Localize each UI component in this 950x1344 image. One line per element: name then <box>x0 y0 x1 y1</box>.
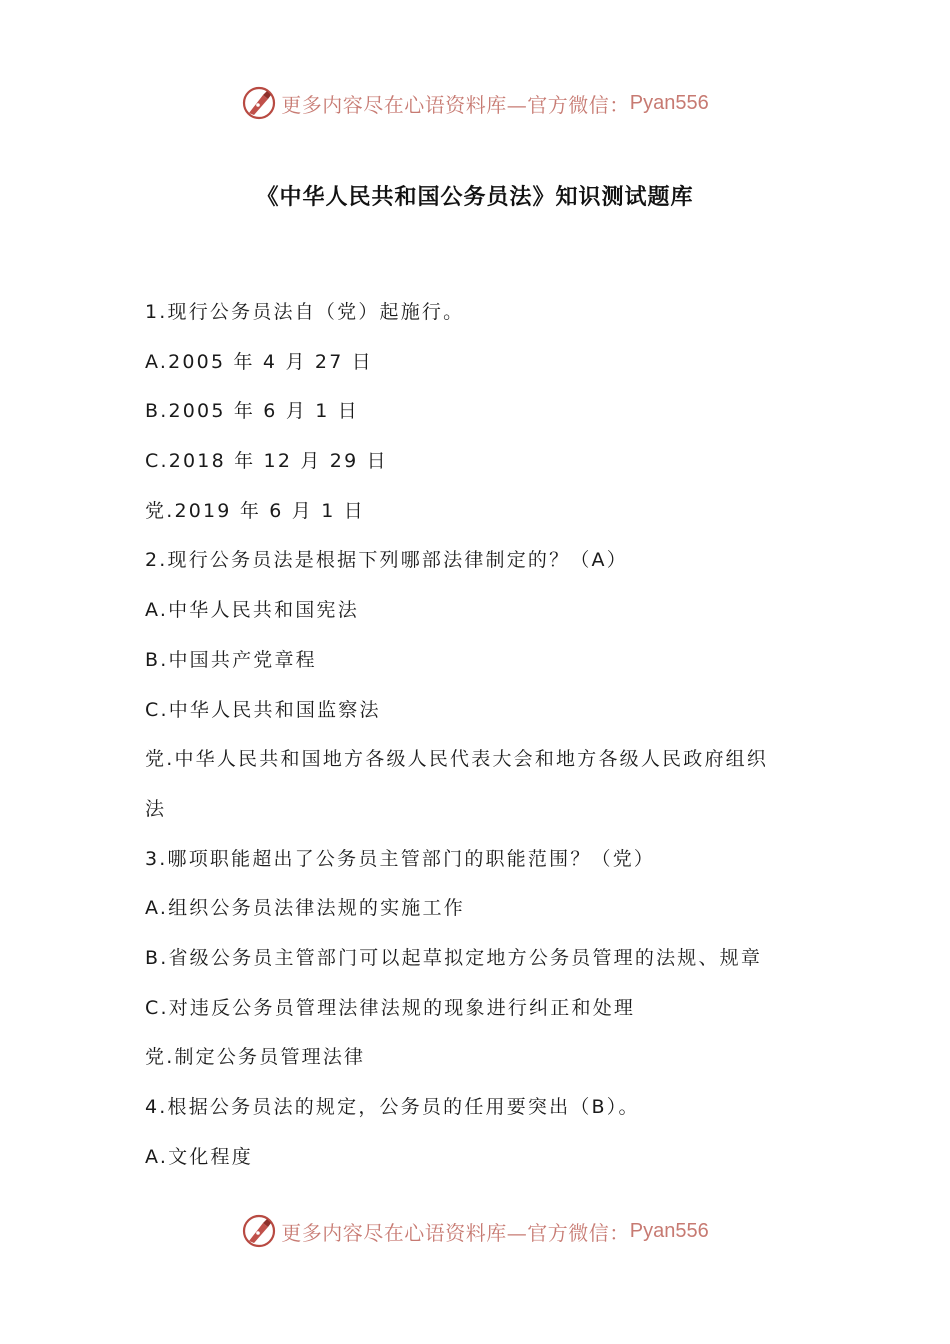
question-1-option-b: B.2005 年 6 月 1 日 <box>145 400 360 423</box>
question-1-option-d: 党.2019 年 6 月 1 日 <box>145 499 365 522</box>
question-2-option-c: C.中华人民共和国监察法 <box>145 698 381 721</box>
question-3-option-b: B.省级公务员主管部门可以起草拟定地方公务员管理的法规、规章 <box>145 946 763 969</box>
question-2-option-d: 党.中华人民共和国地方各级人民代表大会和地方各级人民政府组织 <box>145 748 769 771</box>
question-2-option-d-continued: 法 <box>145 797 167 820</box>
pen-nib-circle-icon <box>241 85 277 121</box>
watermark-text: 更多内容尽在心语资料库—官方微信： <box>281 92 630 117</box>
header-watermark <box>0 83 950 123</box>
question-3-option-c: C.对违反公务员管理法律法规的现象进行纠正和处理 <box>145 996 636 1019</box>
question-4-option-a: A.文化程度 <box>145 1145 253 1168</box>
question-4: 4.根据公务员法的规定，公务员的任用要突出（B）。 <box>145 1096 640 1118</box>
document-title: 《中华人民共和国公务员法》知识测试题库 <box>256 185 694 210</box>
question-2: 2.现行公务员法是根据下列哪部法律制定的？（A） <box>145 549 628 572</box>
question-1: 1.现行公务员法自（党）起施行。 <box>145 301 465 323</box>
watermark-wechat-id: Pyan556 <box>629 91 709 114</box>
footer-watermark <box>0 1211 950 1251</box>
question-1-option-c: C.2018 年 12 月 29 日 <box>145 450 388 473</box>
question-3-option-a: A.组织公务员法律法规的实施工作 <box>145 897 465 920</box>
pen-nib-circle-icon <box>241 1213 277 1249</box>
question-3: 3.哪项职能超出了公务员主管部门的职能范围？（党） <box>145 847 656 870</box>
watermark-text: 更多内容尽在心语资料库—官方微信： <box>281 1220 630 1245</box>
question-2-option-a: A.中华人民共和国宪法 <box>145 599 359 622</box>
question-2-option-b: B.中国共产党章程 <box>145 648 317 671</box>
watermark-wechat-id: Pyan556 <box>629 1219 709 1242</box>
question-3-option-d: 党.制定公务员管理法律 <box>145 1046 366 1069</box>
question-list <box>145 296 825 1190</box>
question-1-option-a: A.2005 年 4 月 27 日 <box>145 350 373 373</box>
